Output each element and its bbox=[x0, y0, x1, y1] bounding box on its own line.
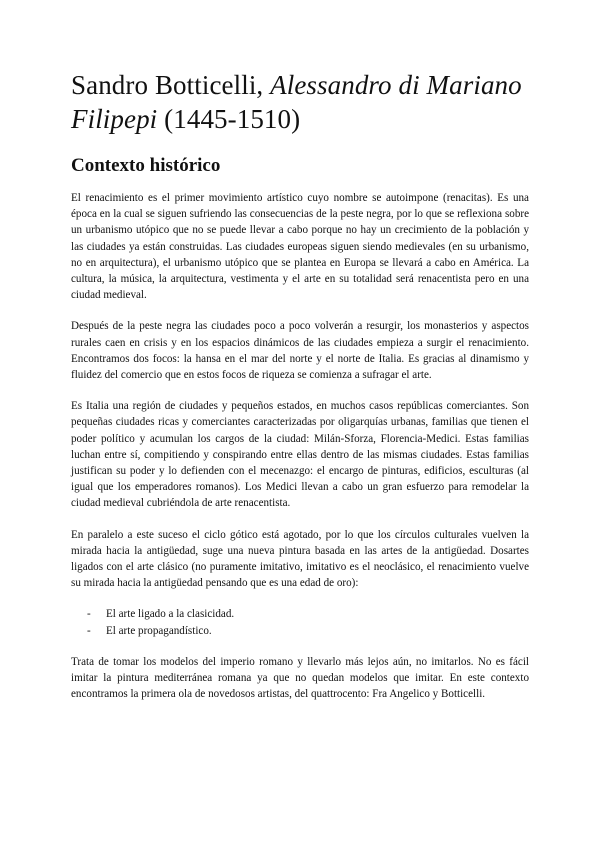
section-heading: Contexto histórico bbox=[71, 155, 221, 176]
list-item bbox=[71, 606, 529, 622]
bullet-list bbox=[71, 606, 529, 638]
title-dates: (1445-1510) bbox=[157, 104, 301, 134]
document-title bbox=[71, 68, 529, 136]
list-item bbox=[71, 623, 529, 639]
title-italic-name: Alessandro di Mariano Filipepi bbox=[71, 70, 522, 134]
document-page bbox=[71, 68, 529, 717]
closing-paragraph: Trata de tomar los modelos del imperio romano y llevarlo más lejos aún, no imitarlos. No es fácil imitar la pintura mediterránea romana ya que no quedan modelos que imitar. En este contexto encontramos la primera ola de novedosos artistas, del quattrocento: Fra Angelico y Botticelli. bbox=[71, 655, 529, 701]
paragraph-2: Después de la peste negra las ciudades poco a poco volverán a resurgir, los monasterios y aspectos rurales caen en crisis y en los espacios dinámicos de las ciudades empieza a surgir el renacimiento. Encontramos dos focos: la hansa en el mar del norte y el norte de Italia. Es gracias al dinamismo y fluidez del comercio que en estos focos de riqueza se comienza a sufragar el arte. bbox=[71, 320, 529, 382]
paragraph-4: En paralelo a este suceso el ciclo gótico está agotado, por lo que los círculos culturales vuelven la mirada hacia la antigüedad, suge una nueva pintura basada en las artes de la antigüedad. Dosartes ligados con el arte clásico (no puramente imitativo, imitativo es el neoclásico, el renacimiento vuelve su mirada hacia la antigüedad pensando que es una edad de oro): bbox=[71, 528, 529, 590]
list-item-text: El arte propagandístico. bbox=[106, 624, 212, 637]
paragraph-3: Es Italia una región de ciudades y pequeños estados, en muchos casos repúblicas comerciantes. Son pequeñas ciudades ricas y comerciantes caracterizadas por oligarquías urbanas, familias que tienen el poder político y acumulan los cargos de la ciudad: Milán-Sforza, Florencia-Medici. Estas familias luchan entre sí, compitiendo y conspirando entre ellas dentro de las mismas ciudades. Estas familias justifican su poder y lo defienden con el mecenazgo: el encargo de pinturas, edificios, esculturas (al igual que los emperadores romanos). Los Medici llevan a cabo un gran esfuerzo para remodelar la ciudad medieval cubriéndola de arte renacentista. bbox=[71, 400, 529, 510]
title-name: Sandro Botticelli, bbox=[71, 70, 271, 100]
paragraph-1: El renacimiento es el primer movimiento artístico cuyo nombre se autoimpone (renacitas). Es una época en la cual se siguen sufriendo las consecuencias de la peste negra, por lo que se reflexiona sobre un urbanismo utópico que no se puede llevar a cabo porque no hay un crecimiento de la población y las ciudades ya están construidas. Las ciudades europeas siguen siendo medievales (en su urbanismo, no en arquitectura), el urbanismo utópico que se plantea en Europa se llevará a cabo en América. La cultura, la música, la arquitectura, vestimenta y el arte en su totalidad será renacentista pero en una ciudad medieval. bbox=[71, 192, 529, 302]
bullet-dash: - bbox=[87, 624, 91, 637]
bullet-dash: - bbox=[87, 608, 91, 621]
list-item-text: El arte ligado a la clasicidad. bbox=[106, 608, 235, 621]
